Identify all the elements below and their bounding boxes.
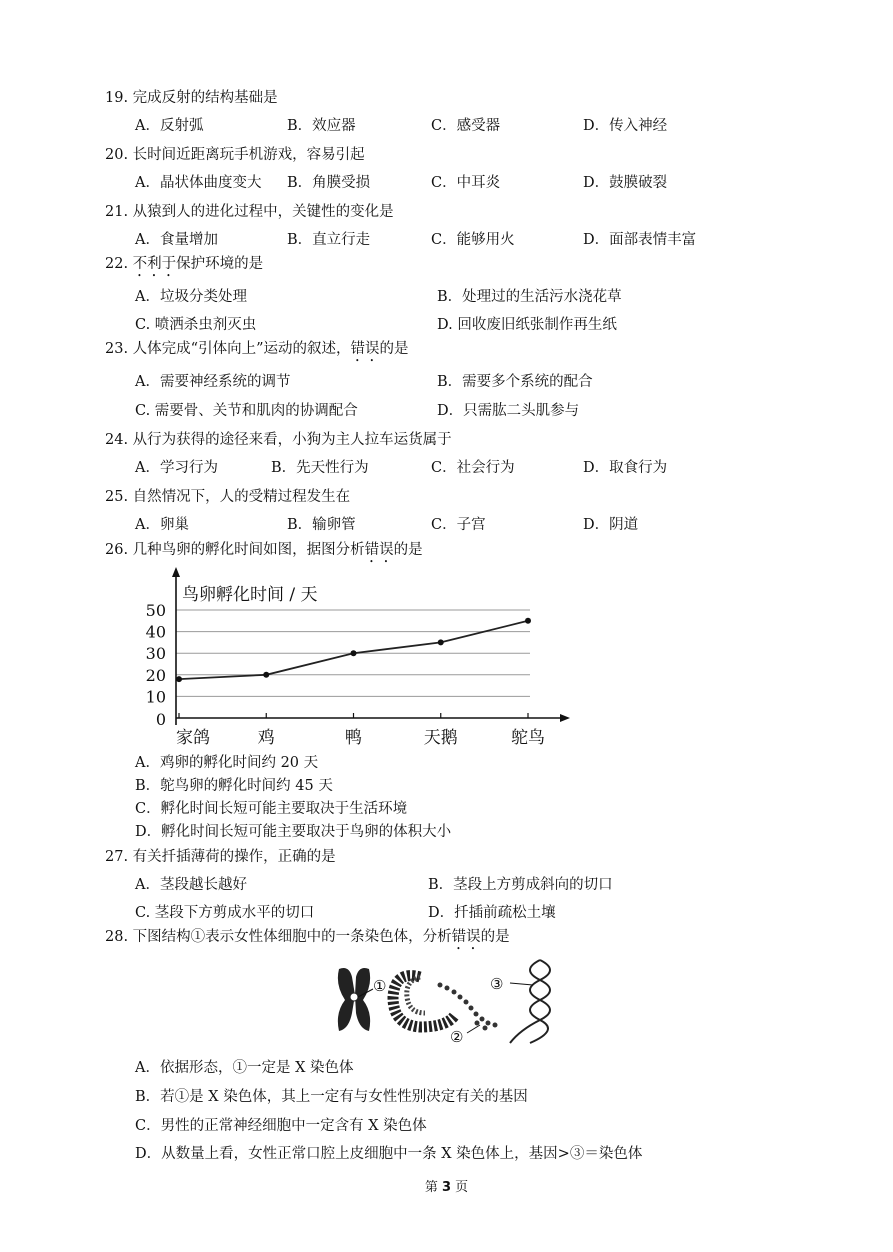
pointer-3 — [510, 983, 533, 985]
question-19-option-a: A．反射弧 — [135, 118, 204, 134]
question-23-stem: 23. 人体完成“引体向上”运动的叙述，错误的是 — [105, 341, 409, 357]
question-20-option-c: C．中耳炎 — [431, 175, 501, 191]
data-point — [263, 672, 269, 678]
question-28-option-b: B．若①是 X 染色体，其上一定有与女性性别决定有关的基因 — [135, 1089, 528, 1105]
x-category-label: 天鹅 — [423, 728, 458, 748]
hatching-time-chart — [140, 565, 580, 750]
question-27-option-c: C. 茎段下方剪成水平的切口 — [135, 905, 315, 921]
question-27-option-a: A．茎段越长越好 — [135, 877, 247, 893]
question-25-option-b: B．输卵管 — [287, 517, 356, 533]
question-25-option-c: C．子宫 — [431, 517, 486, 533]
question-24-stem: 24. 从行为获得的途径来看，小狗为主人拉车运货属于 — [105, 432, 452, 448]
x-axis-arrow — [560, 714, 570, 722]
question-24-option-d: D．取食行为 — [583, 460, 668, 476]
y-tick-label: 10 — [145, 687, 166, 707]
question-28-stem: 28. 下图结构①表示女性体细胞中的一条染色体，分析错误的是 — [105, 929, 510, 945]
question-21-stem: 21. 从猿到人的进化过程中，关键性的变化是 — [105, 204, 394, 220]
question-22-option-a: A．垃圾分类处理 — [135, 289, 247, 305]
question-27-stem: 27. 有关扦插薄荷的操作，正确的是 — [105, 849, 336, 865]
chart-points — [176, 618, 531, 682]
label-3: ③ — [490, 975, 504, 993]
x-category-label: 鸭 — [345, 728, 362, 748]
question-20-stem: 20. 长时间近距离玩手机游戏，容易引起 — [105, 147, 365, 163]
question-23-option-a: A．需要神经系统的调节 — [135, 374, 291, 390]
label-2: ② — [450, 1028, 464, 1046]
question-25-option-a: A．卵巢 — [135, 517, 189, 533]
x-category-label: 家鸽 — [176, 728, 210, 748]
data-point — [351, 650, 357, 656]
y-tick-label: 50 — [145, 601, 166, 620]
coiled-chromatin — [393, 976, 455, 1027]
question-19-option-d: D．传入神经 — [583, 118, 668, 134]
question-28-option-a: A．依据形态，①一定是 X 染色体 — [135, 1060, 354, 1076]
chart-title: 鸟卵孵化时间 / 天 — [182, 585, 318, 605]
y-tick-label: 20 — [145, 665, 166, 685]
question-21-option-a: A．食量增加 — [135, 232, 218, 248]
x-category-label: 鸡 — [257, 728, 275, 748]
chart-tick-labels — [146, 601, 166, 729]
x-category-label: 鸵鸟 — [511, 728, 545, 748]
question-22-stem: 22. 不利于保护环境的是 — [105, 256, 264, 272]
question-26-option-d: D．孵化时间长短可能主要取决于鸟卵的体积大小 — [135, 824, 452, 840]
chart-series-line — [179, 621, 528, 679]
question-24-option-c: C．社会行为 — [431, 460, 515, 476]
question-23-option-d: D．只需肱二头肌参与 — [437, 403, 580, 419]
question-25-option-d: D．阴道 — [583, 517, 639, 533]
question-22-option-c: C. 喷洒杀虫剂灭虫 — [135, 317, 257, 333]
question-21-option-c: C．能够用火 — [431, 232, 515, 248]
question-24-option-b: B．先天性行为 — [271, 460, 369, 476]
data-point — [525, 618, 531, 624]
label-1: ① — [373, 977, 387, 995]
data-point — [438, 639, 444, 645]
question-28-option-c: C．男性的正常神经细胞中一定含有 X 染色体 — [135, 1118, 427, 1134]
question-27-option-b: B．茎段上方剪成斜向的切口 — [428, 877, 613, 893]
question-20-option-d: D．鼓膜破裂 — [583, 175, 668, 191]
dna-double-helix — [510, 960, 550, 1043]
y-tick-label: 30 — [145, 644, 166, 664]
question-26-option-b: B．鸵鸟卵的孵化时间约 45 天 — [135, 778, 333, 794]
question-19-option-c: C．感受器 — [431, 118, 501, 134]
question-23-option-b: B．需要多个系统的配合 — [437, 374, 593, 390]
question-19-stem: 19. 完成反射的结构基础是 — [105, 90, 278, 106]
question-19-option-b: B．效应器 — [287, 118, 356, 134]
chromosome-dna-figure — [325, 955, 565, 1050]
question-21-option-d: D．面部表情丰富 — [583, 232, 697, 248]
question-20-option-b: B．角膜受损 — [287, 175, 371, 191]
question-22-option-d: D. 回收废旧纸张制作再生纸 — [437, 317, 617, 333]
question-23-option-c: C. 需要骨、关节和肌肉的协调配合 — [135, 403, 358, 419]
question-26-option-a: A．鸡卵的孵化时间约 20 天 — [135, 755, 319, 771]
pointer-2 — [467, 1025, 480, 1033]
question-27-option-d: D．扦插前疏松土壤 — [428, 905, 556, 921]
page-footer: 第 3 页 — [424, 1180, 469, 1195]
y-tick-label: 40 — [145, 622, 166, 642]
question-26-option-c: C．孵化时间长短可能主要取决于生活环境 — [135, 801, 408, 817]
question-26-stem: 26. 几种鸟卵的孵化时间如图，据图分析错误的是 — [105, 542, 423, 558]
question-22-option-b: B．处理过的生活污水浇花草 — [437, 289, 622, 305]
question-24-option-a: A．学习行为 — [135, 460, 218, 476]
question-25-stem: 25. 自然情况下，人的受精过程发生在 — [105, 489, 351, 505]
question-28-option-d: D．从数量上看，女性正常口腔上皮细胞中一条 X 染色体上，基因>③＝染色体 — [135, 1146, 643, 1162]
question-21-option-b: B．直立行走 — [287, 232, 371, 248]
y-axis-arrow — [172, 567, 180, 577]
y-tick-label: 0 — [155, 710, 166, 729]
data-point — [176, 676, 182, 682]
chromosome-x-shape — [338, 968, 370, 1031]
question-20-option-a: A．晶状体曲度变大 — [135, 175, 262, 191]
